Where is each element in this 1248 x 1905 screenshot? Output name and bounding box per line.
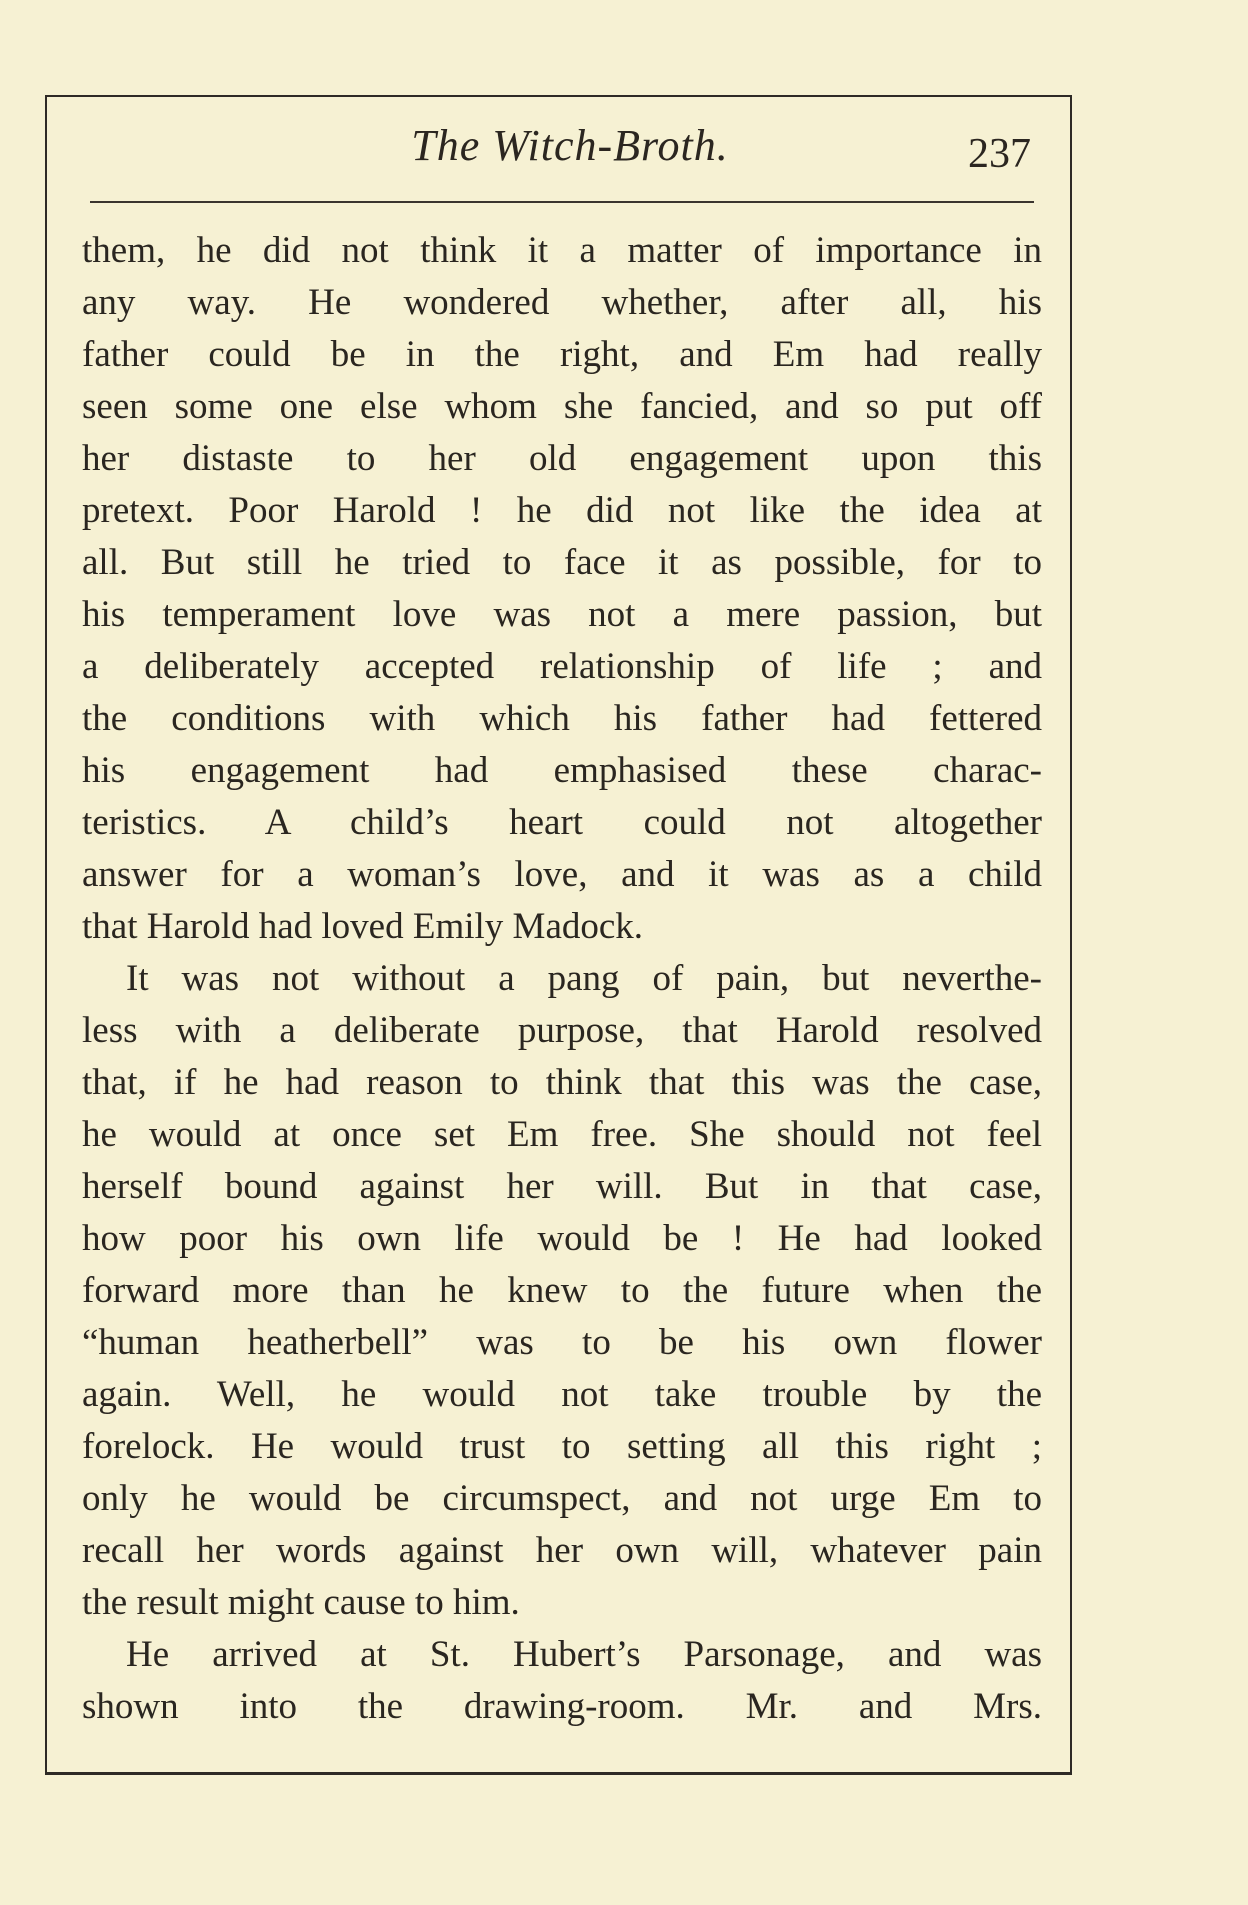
text-line: any way. He wondered whether, after all, his: [82, 282, 1042, 323]
text-line: shown into the drawing-room. Mr. and Mrs.: [82, 1686, 1042, 1727]
text-line: teristics. A child’s heart could not altogether: [82, 802, 1042, 843]
text-line: how poor his own life would be ! He had looked: [82, 1218, 1042, 1259]
text-line: answer for a woman’s love, and it was as a child: [82, 854, 1042, 895]
text-line: He arrived at St. Hubert’s Parsonage, and was: [126, 1634, 1042, 1675]
text-line: recall her words against her own will, whatever pain: [82, 1530, 1042, 1571]
text-line: the conditions with which his father had fettered: [82, 698, 1042, 739]
text-line: It was not without a pang of pain, but neverthe-: [126, 958, 1042, 999]
text-line: all. But still he tried to face it as possible, for to: [82, 542, 1042, 583]
text-line: pretext. Poor Harold ! he did not like the idea at: [82, 490, 1042, 531]
text-line: father could be in the right, and Em had really: [82, 334, 1042, 375]
text-line: less with a deliberate purpose, that Harold resolved: [82, 1010, 1042, 1051]
text-line: again. Well, he would not take trouble by the: [82, 1374, 1042, 1415]
header-rule: [90, 201, 1034, 203]
text-line: forelock. He would trust to setting all this right ;: [82, 1426, 1042, 1467]
text-line: a deliberately accepted relationship of life ; and: [82, 646, 1042, 687]
text-line: seen some one else whom she fancied, and so put off: [82, 386, 1042, 427]
text-line: he would at once set Em free. She should not feel: [82, 1114, 1042, 1155]
body-text: [82, 225, 1042, 1733]
running-title: The Witch-Broth.: [411, 121, 729, 170]
text-line: his temperament love was not a mere passion, but: [82, 594, 1042, 635]
text-line: the result might cause to him.: [82, 1582, 520, 1623]
text-line: herself bound against her will. But in that case,: [82, 1166, 1042, 1207]
text-line: only he would be circumspect, and not urge Em to: [82, 1478, 1042, 1519]
text-line: his engagement had emphasised these charac-: [82, 750, 1042, 791]
running-head: [0, 120, 1248, 180]
text-line: that, if he had reason to think that this was the case,: [82, 1062, 1042, 1103]
text-line: them, he did not think it a matter of importance in: [82, 230, 1042, 271]
text-line: “human heatherbell” was to be his own flower: [82, 1322, 1042, 1363]
text-line: her distaste to her old engagement upon this: [82, 438, 1042, 479]
text-line: forward more than he knew to the future when the: [82, 1270, 1042, 1311]
text-line: that Harold had loved Emily Madock.: [82, 906, 644, 947]
page-number: 237: [968, 131, 1031, 177]
